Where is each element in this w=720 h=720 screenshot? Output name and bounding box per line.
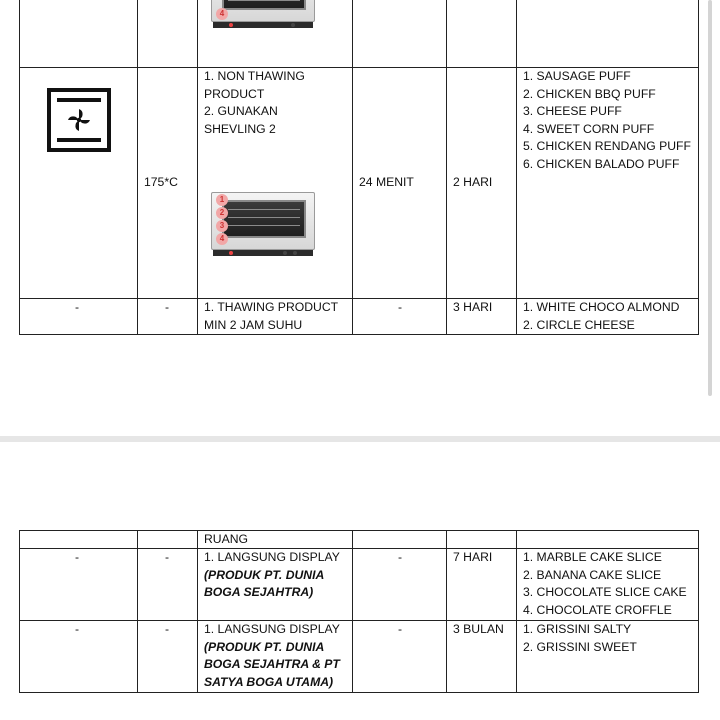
dash-text: - xyxy=(165,300,170,314)
table-cell xyxy=(516,530,699,549)
shelf-badge: 4 xyxy=(216,8,228,20)
shelf-badge: 1 xyxy=(216,194,228,206)
product-list xyxy=(523,68,691,173)
list-item: 4. SWEET CORN PUFF xyxy=(523,121,655,136)
table-cell-products xyxy=(516,67,699,299)
table-cell xyxy=(19,0,138,68)
product-list xyxy=(523,621,637,656)
table-cell-products xyxy=(516,548,699,621)
table-cell-instructions xyxy=(197,67,353,299)
instruction-line: 1. THAWING PRODUCT xyxy=(204,300,339,314)
supplier-note: SATYA BOGA UTAMA) xyxy=(204,674,334,689)
dash-text: - xyxy=(398,550,403,564)
list-item: 6. CHICKEN BALADO PUFF xyxy=(523,156,680,171)
table-cell-time xyxy=(352,67,447,299)
dash-text: - xyxy=(75,550,80,564)
list-item: 1. SAUSAGE PUFF xyxy=(523,69,631,83)
table-cell xyxy=(19,548,138,621)
instruction-line: 1. NON THAWING xyxy=(204,69,305,83)
dash-text: - xyxy=(165,550,170,564)
table-cell xyxy=(446,530,517,549)
supplier-note: (PRODUK PT. DUNIA xyxy=(204,567,325,582)
shelf-badge: 3 xyxy=(216,220,228,232)
shelf-life-text: 3 HARI xyxy=(453,300,493,314)
shelf-badge: 2 xyxy=(216,207,228,219)
table-cell-shelf-life xyxy=(446,298,517,335)
table-cell xyxy=(19,530,138,549)
table-cell xyxy=(19,298,138,335)
document-page-2 xyxy=(0,442,720,720)
instruction-line: RUANG xyxy=(204,532,249,546)
baking-time-text: 24 MENIT xyxy=(359,175,414,189)
list-item: 1. MARBLE CAKE SLICE xyxy=(523,550,662,564)
table-cell xyxy=(137,0,198,68)
list-item: 3. CHEESE PUFF xyxy=(523,104,622,118)
instruction-line: SHEVLING 2 xyxy=(204,121,276,136)
table-cell xyxy=(446,0,517,68)
table-cell-products xyxy=(516,620,699,693)
shelf-badge: 4 xyxy=(216,233,228,245)
supplier-note: (PRODUK PT. DUNIA xyxy=(204,639,325,654)
table-cell-temperature xyxy=(137,67,198,299)
list-item: 2. CIRCLE CHEESE xyxy=(523,317,635,332)
table-cell xyxy=(352,620,447,693)
list-item: 2. CHICKEN BBQ PUFF xyxy=(523,86,656,101)
dash-text: - xyxy=(165,622,170,636)
instruction-line: PRODUCT xyxy=(204,86,265,101)
list-item: 1. GRISSINI SALTY xyxy=(523,622,632,636)
dash-text: - xyxy=(75,622,80,636)
list-item: 3. CHOCOLATE SLICE CAKE xyxy=(523,585,687,599)
convection-fan-icon xyxy=(47,88,111,152)
dash-text: - xyxy=(75,300,80,314)
table-cell xyxy=(352,0,447,68)
table-cell xyxy=(352,530,447,549)
table-cell xyxy=(352,548,447,621)
shelf-life-text: 7 HARI xyxy=(453,550,493,564)
table-cell xyxy=(137,530,198,549)
instruction-line: 1. LANGSUNG DISPLAY xyxy=(204,622,340,636)
product-list xyxy=(523,299,679,334)
table-cell-icon xyxy=(19,67,138,299)
list-item: 4. CHOCOLATE CROFFLE xyxy=(523,602,672,617)
list-item: 5. CHICKEN RENDANG PUFF xyxy=(523,139,691,153)
dash-text: - xyxy=(398,622,403,636)
shelf-life-text: 2 HARI xyxy=(453,175,493,189)
table-cell-shelf-life xyxy=(446,548,517,621)
table-cell xyxy=(137,298,198,335)
instruction-line: MIN 2 JAM SUHU xyxy=(204,317,303,332)
table-cell xyxy=(137,620,198,693)
shelf-life-text: 3 BULAN xyxy=(453,622,504,636)
supplier-note: BOGA SEJAHTRA & PT xyxy=(204,657,340,671)
supplier-note: BOGA SEJAHTRA) xyxy=(204,585,314,599)
instruction-line: 2. GUNAKAN xyxy=(204,104,278,118)
scrollbar[interactable] xyxy=(708,0,712,396)
table-cell-instructions xyxy=(197,620,353,693)
instruction-line: 1. LANGSUNG DISPLAY xyxy=(204,550,340,564)
table-cell xyxy=(137,548,198,621)
temperature-text: 175*C xyxy=(144,175,178,189)
table-cell-products xyxy=(516,298,699,335)
table-cell-shelf-life xyxy=(446,67,517,299)
list-item: 2. BANANA CAKE SLICE xyxy=(523,567,662,582)
table-cell-instructions xyxy=(197,298,353,335)
dash-text: - xyxy=(398,300,403,314)
table-cell xyxy=(19,620,138,693)
table-cell-instructions xyxy=(197,530,353,549)
table-cell xyxy=(352,298,447,335)
table-cell xyxy=(516,0,699,68)
list-item: 1. WHITE CHOCO ALMOND xyxy=(523,300,680,314)
list-item: 2. GRISSINI SWEET xyxy=(523,639,637,654)
table-cell-shelf-life xyxy=(446,620,517,693)
product-list xyxy=(523,549,687,619)
table-cell-instructions xyxy=(197,548,353,621)
